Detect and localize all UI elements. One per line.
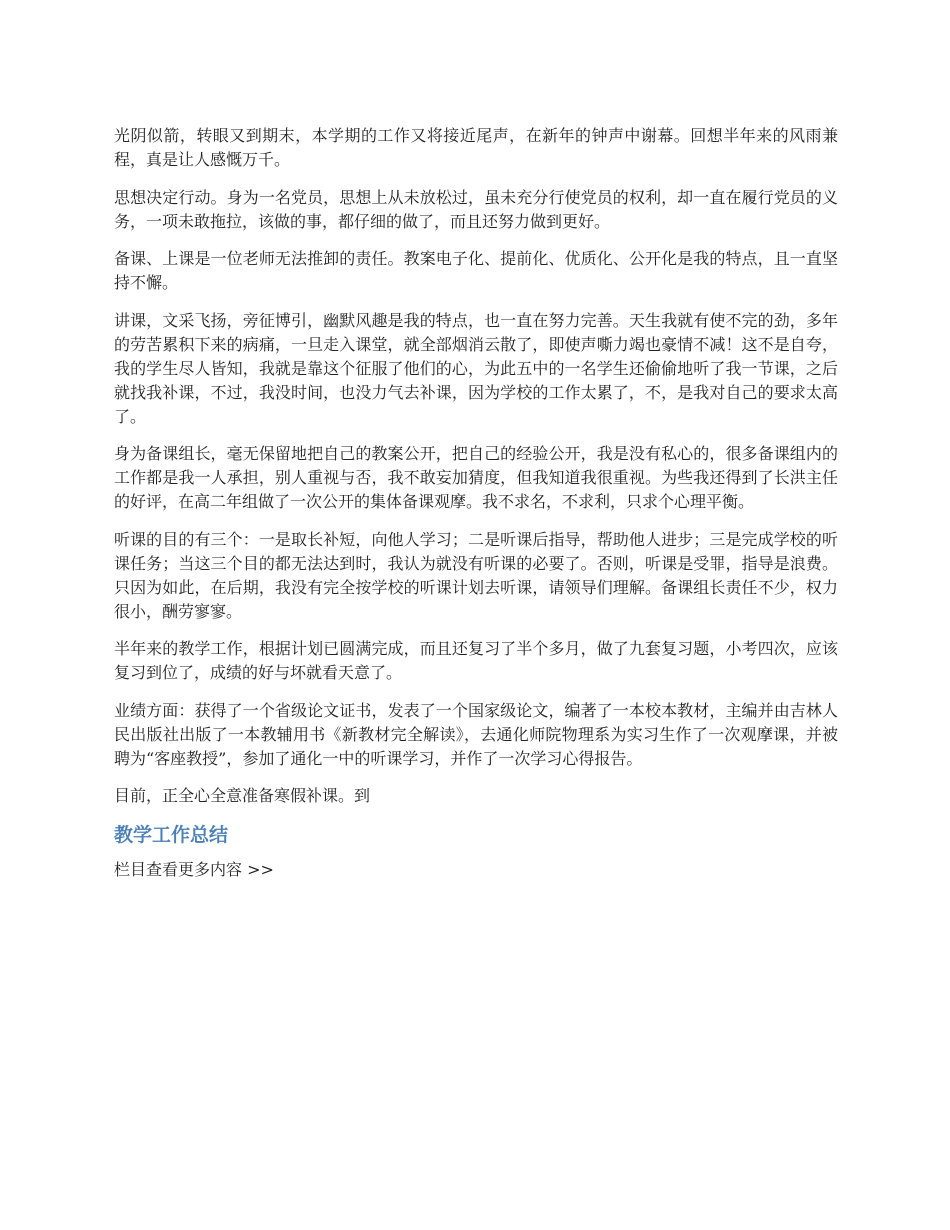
section-title: 教学工作总结 [114, 823, 229, 846]
article-paragraph-4: 讲课，文采飞扬，旁征博引，幽默风趣是我的特点，也一直在努力完善。天生我就有使不完的劲，多年的劳苦累积下来的病痛，一旦走入课堂，就全部烟消云散了，即使声嘶力竭也豪情不减！这不是自夸，我的学生尽人皆知，我就是靠这个征服了他们的心，为此五中的一名学生还偷偷地听了我一节课，之后就找我补课，不过，我没时间，也没力气去补课，因为学校的工作太累了，不，是我对自己的要求太高了。 [114, 310, 838, 426]
article-page [114, 124, 838, 882]
article-paragraph-7: 半年来的教学工作，根据计划已圆满完成，而且还复习了半个多月，做了九套复习题，小考四次，应该复习到位了，成绩的好与坏就看天意了。 [114, 639, 838, 682]
article-paragraph-9: 目前，正全心全意准备寒假补课。到 [114, 786, 371, 805]
article-paragraph-1: 光阴似箭，转眼又到期末，本学期的工作又将接近尾声，在新年的钟声中谢幕。回想半年来的风雨兼程，真是让人感慨万千。 [114, 126, 838, 169]
article-paragraph-6: 听课的目的有三个：一是取长补短，向他人学习；二是听课后指导，帮助他人进步；三是完成学校的听课任务；当这三个目的都无法达到时，我认为就没有听课的必要了。否则，听课是受罪，指导是浪费。只因为如此，在后期，我没有完全按学校的听课计划去听课，请领导们理解。备课组长责任不少，权力很小，酬劳寥寥。 [114, 529, 838, 621]
article-paragraph-5: 身为备课组长，毫无保留地把自己的教案公开，把自己的经验公开，我是没有私心的，很多备课组内的工作都是我一人承担，别人重视与否，我不敢妄加猜度，但我知道我很重视。为些我还得到了长洪主任的好评，在高二年组做了一次公开的集体备课观摩。我不求名，不求利，只求个心理平衡。 [114, 444, 838, 511]
article-paragraph-2: 思想决定行动。身为一名党员，思想上从未放松过，虽未充分行使党员的权利，却一直在履行党员的义务，一项未敢拖拉，该做的事，都仔细的做了，而且还努力做到更好。 [114, 187, 838, 231]
article-paragraph-3: 备课、上课是一位老师无法推卸的责任。教案电子化、提前化、优质化、公开化是我的特点，且一直坚持不懈。 [114, 249, 838, 292]
article-paragraph-8: 业绩方面：获得了一个省级论文证书，发表了一个国家级论文，编著了一本校本教材，主编并由吉林人民出版社出版了一本教辅用书《新教材完全解读》，去通化师院物理系为实习生作了一次观摩课，并被聘为“客座教授”，参加了通化一中的听课学习，并作了一次学习心得报告。 [114, 700, 838, 768]
more-content-link[interactable]: 栏目查看更多内容 >> [114, 859, 274, 879]
